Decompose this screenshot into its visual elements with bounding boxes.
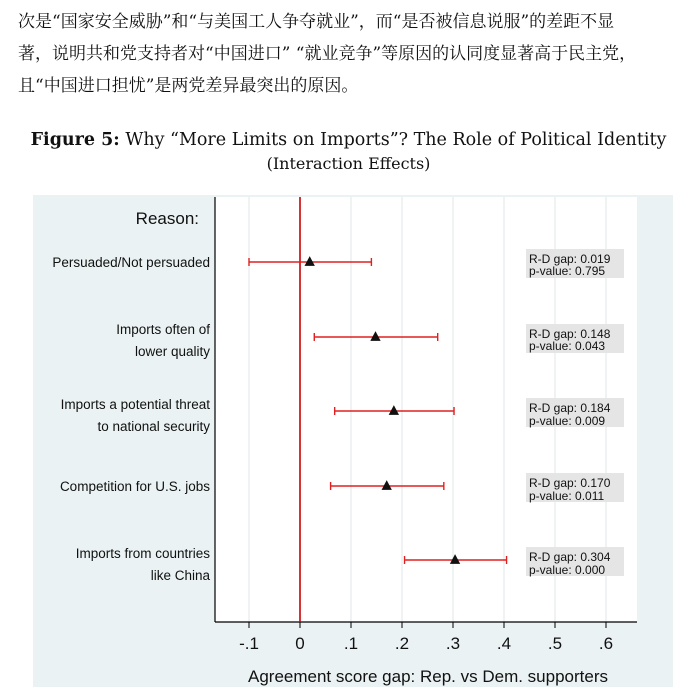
x-axis-title: Agreement score gap: Rep. vs Dem. supporters	[248, 667, 608, 686]
category-label: lower quality	[134, 344, 210, 359]
annotation-text: R-D gap: 0.304	[529, 550, 611, 564]
annotation-text: p-value: 0.000	[529, 563, 606, 577]
category-label: Imports often of	[116, 322, 210, 337]
x-tick-label: .4	[496, 634, 512, 653]
x-tick-label: .1	[343, 634, 359, 653]
figure-title-text: Why “More Limits on Imports”? The Role of Political Identity	[125, 130, 667, 150]
reason-header: Reason:	[135, 209, 199, 228]
paragraph-line: 次是“国家安全威胁”和“与美国工人争夺就业”，而“是否被信息说服”的差距不显	[18, 12, 615, 32]
annotation-text: R-D gap: 0.170	[529, 476, 611, 490]
annotation-text: R-D gap: 0.184	[529, 401, 611, 415]
category-label: to national security	[97, 419, 210, 434]
category-label: like China	[150, 568, 210, 583]
annotation-text: p-value: 0.043	[529, 339, 606, 353]
figure-subtitle: (Interaction Effects)	[266, 154, 431, 173]
x-tick-label: .5	[547, 634, 563, 653]
annotation-text: p-value: 0.009	[529, 414, 606, 428]
annotation-text: p-value: 0.795	[529, 264, 606, 278]
paragraph-line: 著，说明共和党支持者对“中国进口” “就业竞争”等原因的认同度显著高于民主党，	[18, 44, 637, 64]
annotation-text: R-D gap: 0.148	[529, 327, 611, 341]
paragraph-line: 且“中国进口担忧”是两党差异最突出的原因。	[18, 76, 359, 96]
category-label: Imports from countries	[75, 546, 210, 561]
figure-label: Figure 5:	[30, 130, 120, 150]
x-tick-label: .6	[598, 634, 614, 653]
annotation-text: p-value: 0.011	[529, 489, 605, 503]
x-tick-label: .2	[394, 634, 410, 653]
x-tick-label: .3	[445, 634, 461, 653]
category-label: Imports a potential threat	[60, 397, 210, 412]
annotation-text: R-D gap: 0.019	[529, 252, 611, 266]
category-label: Persuaded/Not persuaded	[52, 255, 210, 270]
x-tick-label: 0	[295, 634, 305, 653]
category-label: Competition for U.S. jobs	[59, 479, 210, 494]
x-tick-label: -.1	[239, 634, 259, 653]
